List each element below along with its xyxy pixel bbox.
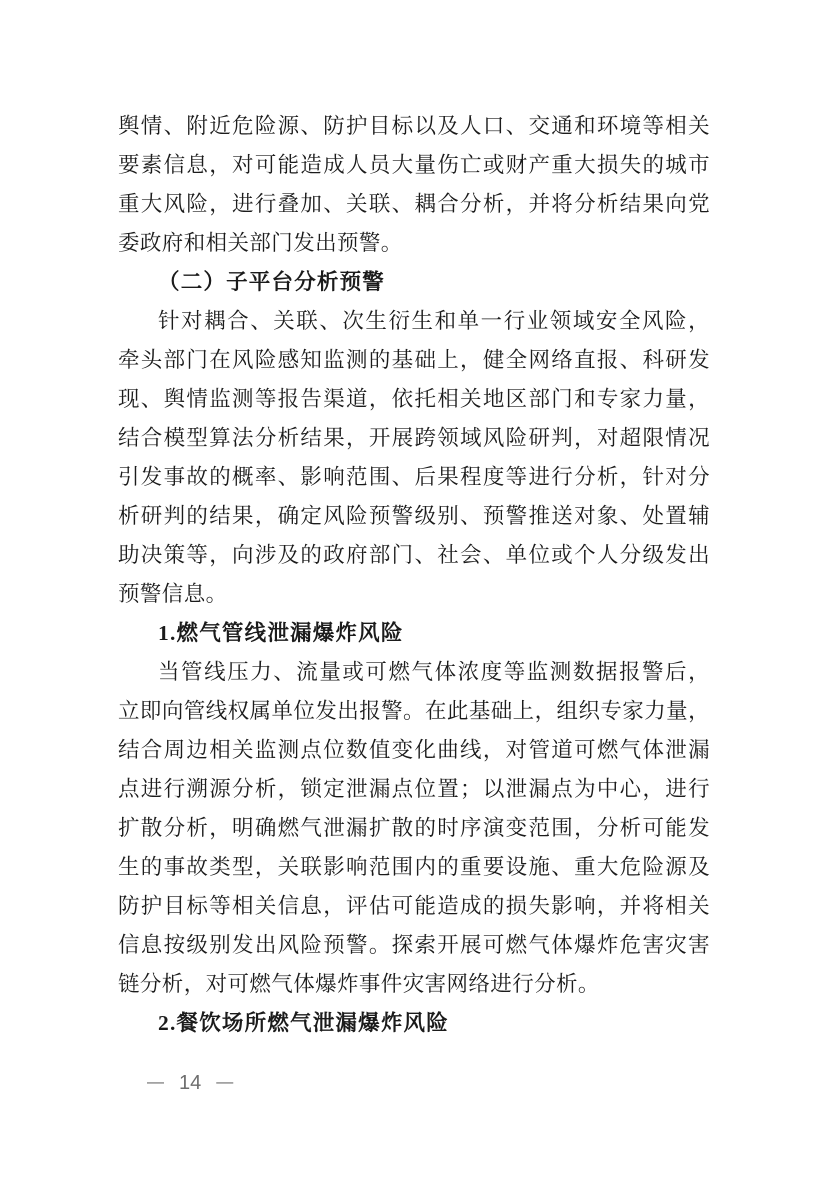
footer-left-dash: — — [147, 1072, 164, 1091]
page-footer — [147, 1071, 233, 1095]
text-line: 要素信息，对可能造成人员大量伤亡或财产重大损失的城市 — [118, 153, 710, 177]
text-line: 立即向管线权属单位发出报警。在此基础上，组织专家力量， — [118, 699, 710, 723]
text-line: 当管线压力、流量或可燃气体浓度等监测数据报警后， — [158, 660, 710, 684]
text-line: 牵头部门在风险感知监测的基础上，健全网络直报、科研发 — [118, 348, 710, 372]
text-line: 防护目标等相关信息，评估可能造成的损失影响，并将相关 — [118, 894, 710, 918]
text-line: 针对耦合、关联、次生衍生和单一行业领域安全风险， — [158, 309, 710, 333]
text-line: 链分析，对可燃气体爆炸事件灾害网络进行分析。 — [118, 972, 600, 996]
text-line: 结合模型算法分析结果，开展跨领域风险研判，对超限情况 — [118, 426, 710, 450]
text-line: 生的事故类型，关联影响范围内的重要设施、重大危险源及 — [118, 855, 710, 879]
text-line: 预警信息。 — [118, 582, 228, 606]
text-line: 助决策等，向涉及的政府部门、社会、单位或个人分级发出 — [118, 543, 710, 567]
document-body — [118, 107, 710, 1043]
text-line: 扩散分析，明确燃气泄漏扩散的时序演变范围，分析可能发 — [118, 816, 710, 840]
text-line: 析研判的结果，确定风险预警级别、预警推送对象、处置辅 — [118, 504, 710, 528]
section-heading: 2.餐饮场所燃气泄漏爆炸风险 — [158, 1011, 449, 1035]
page-number: 14 — [179, 1072, 202, 1094]
text-line: 委政府和相关部门发出预警。 — [118, 231, 403, 255]
text-line: 信息按级别发出风险预警。探索开展可燃气体爆炸危害灾害 — [118, 933, 710, 957]
section-heading: 1.燃气管线泄漏爆炸风险 — [158, 621, 404, 645]
text-line: 结合周边相关监测点位数值变化曲线，对管道可燃气体泄漏 — [118, 738, 710, 762]
text-line: 引发事故的概率、影响范围、后果程度等进行分析，针对分 — [118, 465, 710, 489]
text-line: 舆情、附近危险源、防护目标以及人口、交通和环境等相关 — [118, 114, 710, 138]
text-line: 点进行溯源分析，锁定泄漏点位置；以泄漏点为中心，进行 — [118, 777, 710, 801]
text-line: 重大风险，进行叠加、关联、耦合分析，并将分析结果向党 — [118, 192, 710, 216]
text-line: 现、舆情监测等报告渠道，依托相关地区部门和专家力量， — [118, 387, 710, 411]
section-heading: （二）子平台分析预警 — [158, 270, 386, 294]
footer-right-dash: — — [216, 1072, 234, 1091]
